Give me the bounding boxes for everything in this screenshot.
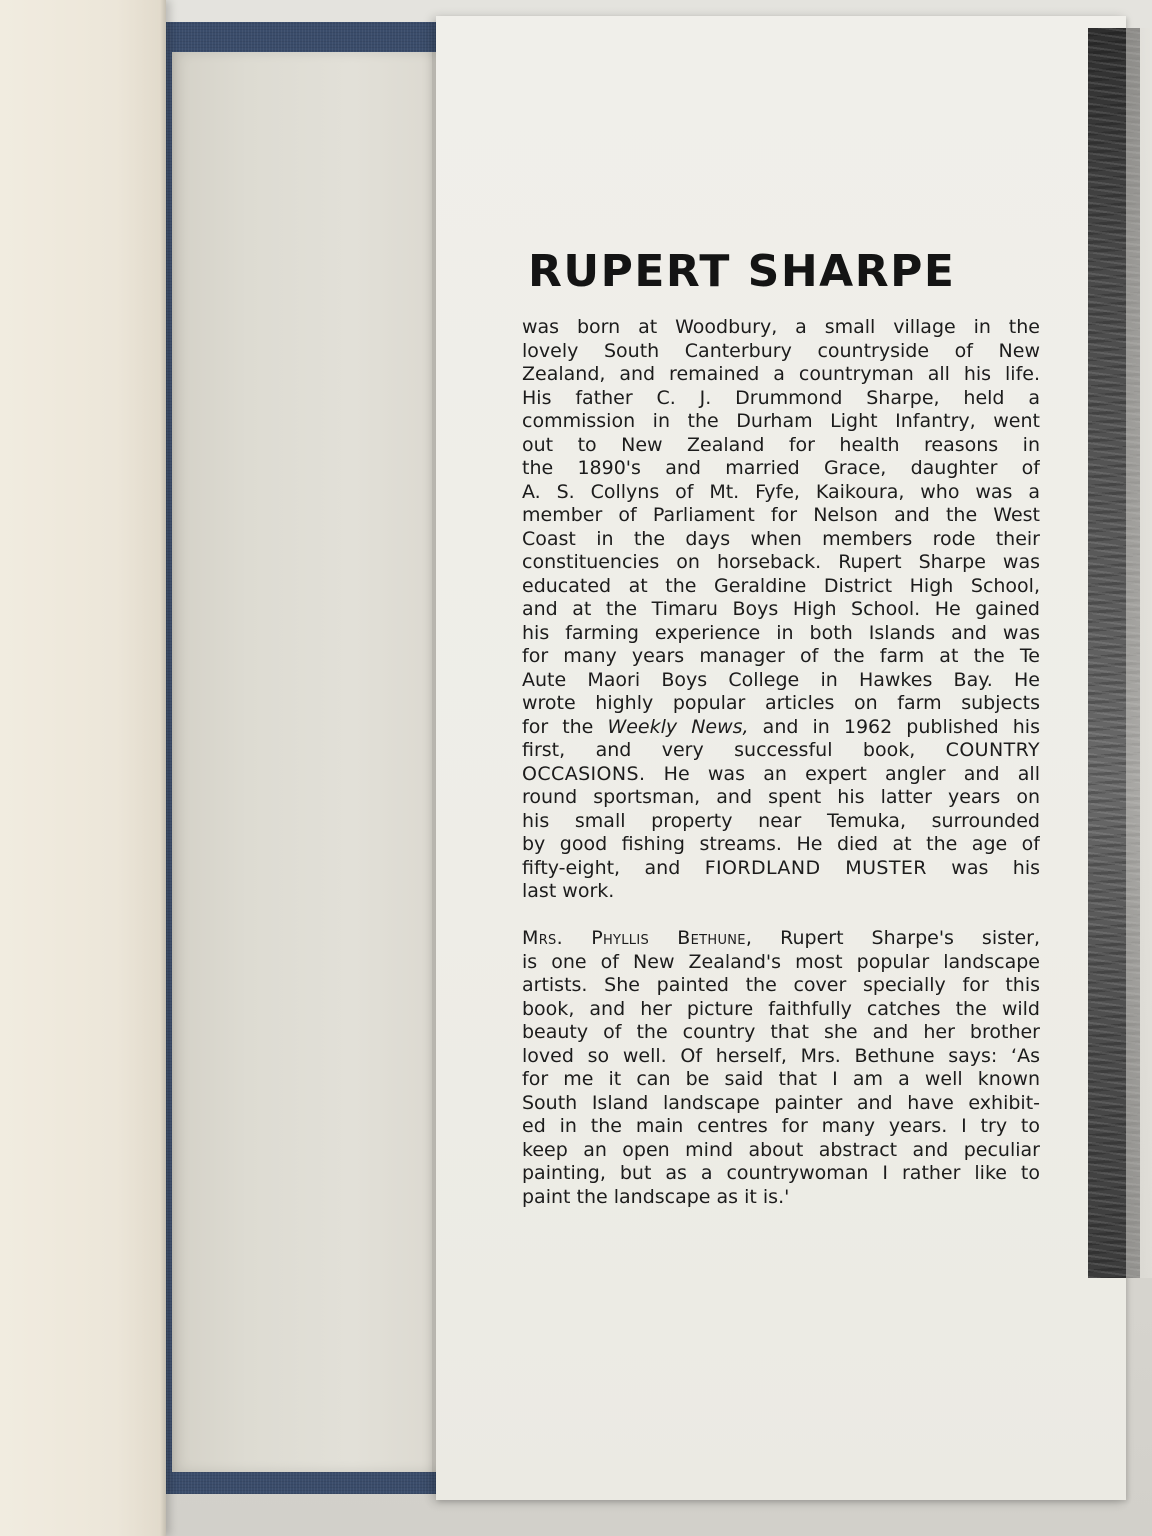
book-title: FIORDLAND MUSTER (704, 856, 927, 879)
line-text: He was an expert angler and all (663, 762, 1040, 785)
author-bio-line: his small property near Temuka, surrounded (522, 809, 1040, 832)
author-bio-line: constituencies on horseback. Rupert Sharpe was (522, 551, 1040, 573)
author-bio-line: and at the Timaru Boys High School. He gained (522, 598, 1040, 620)
artist-bio-line: keep an open mind about abstract and peculiar (522, 1138, 1040, 1161)
author-bio-line: out to New Zealand for health reasons in (522, 433, 1040, 456)
book-title: COUNTRY (945, 739, 1040, 761)
periodical-title: Weekly News, (607, 715, 749, 738)
author-bio-line (522, 763, 1040, 787)
artist-bio-line: for me it can be said that I am a well known (522, 1068, 1040, 1090)
artist-bio-line: artists. She painted the cover specially for this (522, 974, 1040, 996)
artist-bio-line: is one of New Zealand's most popular landscape (522, 950, 1040, 973)
artist-bio-line: book, and her picture faithfully catches the wild (522, 997, 1040, 1020)
flap-text (522, 316, 1040, 1209)
book-title: OCCASIONS. (522, 762, 646, 785)
author-bio-line: lovely South Canterbury countryside of New (522, 339, 1040, 362)
artist-name: Mrs. Phyllis Bethune, (522, 927, 753, 949)
author-bio-line: Aute Maori Boys College in Hawkes Bay. He (522, 668, 1040, 691)
flyleaf-edge-shadow (160, 0, 166, 1536)
artist-bio-line: loved so well. Of herself, Mrs. Bethune says: ‘As (522, 1044, 1040, 1067)
author-bio-line (522, 739, 1040, 763)
author-bio-line: for many years manager of the farm at the Te (522, 645, 1040, 667)
author-bio-line: member of Parliament for Nelson and the West (522, 504, 1040, 526)
line-text: Rupert Sharpe's sister, (780, 927, 1040, 949)
line-text: fifty-eight, and (522, 856, 681, 879)
author-bio-line: Zealand, and remained a countryman all his life. (522, 363, 1040, 385)
author-bio-line: his farming experience in both Islands and was (522, 621, 1040, 644)
line-text: first, and very successful book, (522, 739, 916, 761)
artist-bio-line: ed in the main centres for many years. I try to (522, 1115, 1040, 1137)
author-bio-line: educated at the Geraldine District High School, (522, 574, 1040, 597)
author-bio-line (522, 857, 1040, 881)
line-text: and in 1962 published his (762, 715, 1040, 738)
author-bio-line: commission in the Durham Light Infantry, went (522, 410, 1040, 432)
author-bio-line: the 1890's and married Grace, daughter of (522, 457, 1040, 479)
line-text: for the (522, 715, 594, 738)
artist-bio-line: painting, but as a countrywoman I rather like to (522, 1162, 1040, 1184)
author-bio-line: by good fishing streams. He died at the age of (522, 833, 1040, 855)
author-bio-line: wrote highly popular articles on farm subjects (522, 692, 1040, 714)
author-bio-line: last work. (522, 880, 615, 902)
artist-bio-line: paint the landscape as it is.' (522, 1185, 790, 1208)
author-bio-line: was born at Woodbury, a small village in the (522, 316, 1040, 338)
flyleaf-page (0, 0, 166, 1536)
line-text: was his (951, 856, 1040, 879)
artist-bio-line: beauty of the country that she and her brother (522, 1021, 1040, 1043)
author-bio-line: Coast in the days when members rode their (522, 527, 1040, 550)
artist-bio-line (522, 927, 1040, 951)
flap-title: RUPERT SHARPE (528, 246, 956, 297)
jacket-edge (1126, 28, 1152, 1278)
artist-bio-line: South Island landscape painter and have exhibit- (522, 1091, 1040, 1114)
author-bio-line: His father C. J. Drummond Sharpe, held a (522, 386, 1040, 409)
author-bio-line: A. S. Collyns of Mt. Fyfe, Kaikoura, who was a (522, 480, 1040, 503)
author-bio-line (522, 716, 1040, 740)
author-bio-line: round sportsman, and spent his latter years on (522, 786, 1040, 808)
endpaper (172, 52, 472, 1472)
